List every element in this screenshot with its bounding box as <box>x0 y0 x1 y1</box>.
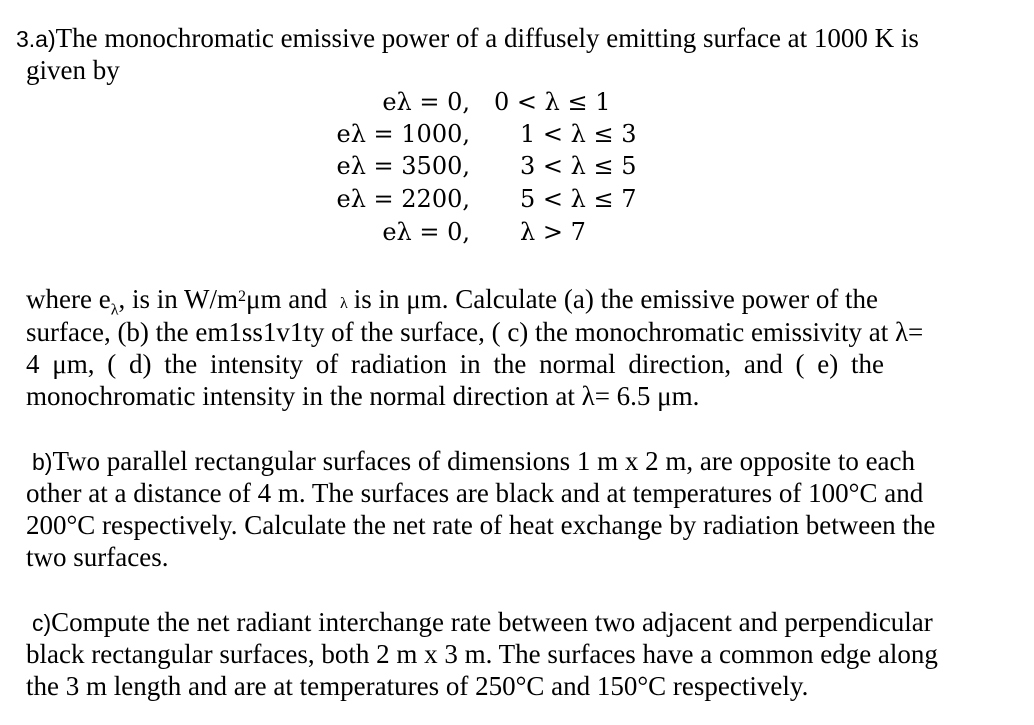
question-3c-label: c) <box>32 610 52 636</box>
question-3a-line-2: given by <box>26 55 120 85</box>
question-3a-paragraph-line-4: monochromatic intensity in the normal direction at λ= 6.5 μm. <box>26 381 700 411</box>
question-3b-line-4: two surfaces. <box>26 542 169 572</box>
question-3a-label: 3.a) <box>16 26 56 52</box>
question-3c-line-2: black rectangular surfaces, both 2 m x 3 m. The surfaces have a common edge along <box>26 639 938 669</box>
equation-lhs-4: eλ = 2200, <box>336 185 470 213</box>
equation-lhs-2: eλ = 1000, <box>336 120 470 148</box>
question-3b-line-1: b)Two parallel rectangular surfaces of dimensions 1 m x 2 m, are opposite to each <box>32 446 916 476</box>
question-3c-line-3: the 3 m length and are at temperatures of 250°C and 150°C respectively. <box>26 671 809 701</box>
equation-range-5: λ > 7 <box>520 218 586 246</box>
equation-range-1: 0 < λ ≤ 1 <box>494 88 611 116</box>
question-3c-line-1: c)Compute the net radiant interchange rate between two adjacent and perpendicular <box>32 607 933 637</box>
question-3a-paragraph-line-3: 4 μm, ( d) the intensity of radiation in the normal direction, and ( e) the <box>26 349 885 379</box>
question-3b-label: b) <box>32 449 53 475</box>
equation-range-2: 1 < λ ≤ 3 <box>520 120 637 148</box>
equation-lhs-1: eλ = 0, <box>382 88 470 116</box>
question-3b-line-3: 200°C respectively. Calculate the net rate of heat exchange by radiation between the <box>26 510 936 540</box>
question-3a-paragraph-line-2: surface, (b) the em1ss1v1ty of the surface, ( c) the monochromatic emissivity at λ= <box>26 317 924 347</box>
equation-lhs-5: eλ = 0, <box>382 218 470 246</box>
question-3a-paragraph-line-1: where $e_\lambda$, is in $W/m^2\mu m$ and λ is in μm. Calculate (a) the emissive power of the <box>26 284 879 319</box>
question-3b-line-2: other at a distance of 4 m. The surfaces are black and at temperatures of 100°C and <box>26 478 924 508</box>
question-3a-text-1: The monochromatic emissive power of a diffusely emitting surface at 1000 K is <box>55 23 919 53</box>
equation-lhs-3: eλ = 3500, <box>336 152 470 180</box>
question-3a-line-1 <box>16 22 919 55</box>
equation-range-4: 5 < λ ≤ 7 <box>520 185 637 213</box>
equation-range-3: 3 < λ ≤ 5 <box>520 152 637 180</box>
